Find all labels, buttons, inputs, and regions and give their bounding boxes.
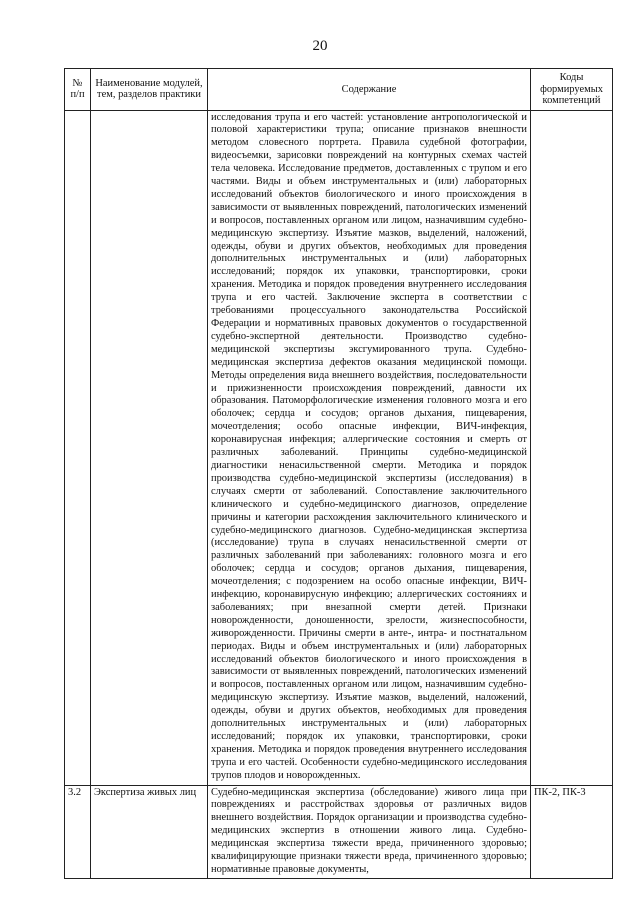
row-module (91, 110, 208, 785)
header-content: Содержание (208, 69, 531, 111)
row-content: исследования трупа и его частей: установление антропологической и половой характеристики трупа; описание признаков внешности методом словесного портрета. Правила судебной фотографии, видеосъемки, зарисовки повреждений на контурных схемах частей тела человека. Исследование предметов, доставленных с трупом и его частями. Виды и объем инструментальных и (или) лабораторных исследований объектов биологического и иного происхождения в зависимости от выявленных повреждений, патологических изменений и вопросов, поставленных органом или лицом, назначившим судебно-медицинскую экспертизу. Изъятие мазков, выделений, наложений, одежды, обуви и других объектов, необходимых для проведения дополнительных инструментальных и (или) лабораторных исследований; порядок их упаковки, транспортировки, сроки хранения. Методика и порядок проведения внутреннего исследования трупа и его частей. Заключение эксперта в соответствии с требованиями процессуального законодательства Российской Федерации и нормативных правовых документов о государственной судебно-экспертной деятельности. Производство судебно-медицинской экспертизы эксгумированного трупа. Судебно-медицинская экспертиза дефектов оказания медицинской помощи. Методы определения вида внешнего воздействия, последовательности и прижизненности происхождения повреждений, давности их образования. Патоморфологические изменения головного мозга и его оболочек; сердца и сосудов; органов дыхания, пищеварения, мочеотделения; особо опасные инфекции, ВИЧ-инфекция, коронавирусная инфекция; аллергические состояния и смерть от различных заболеваний. Принципы судебно-медицинской диагностики ненасильственной смерти. Методика и порядок производства судебно-медицинской экспертизы (исследования) в случаях смерти от заболеваний. Сопоставление заключительного клинического и судебно-медицинского диагнозов, определение причины и категории расхождения заключительного клинического и судебно-медицинского диагнозов. Судебно-медицинская экспертиза (исследование) трупа в случаях ненасильственной смерти от различных заболеваний при заболеваниях: головного мозга и его оболочек; сердца и сосудов; органов дыхания, пищеварения, мочеотделения; с подозрением на особо опасные инфекции, ВИЧ-инфекцию, коронавирусную инфекцию; аллергических состояниях и заболеваниях; при внезапной смерти детей. Признаки новорожденности, доношенности, зрелости, жизнеспособности, живорожденности. Причины смерти в анте-, интра- и постнатальном периодах. Виды и объем инструментальных и (или) лабораторных исследований объектов биологического и иного происхождения в зависимости от выявленных повреждений, патологических изменений и вопросов, поставленных органом или лицом, назначившим судебно-медицинскую экспертизу. Изъятие мазков, выделений, наложений, одежды, обуви и других объектов, необходимых для проведения дополнительных инструментальных и (или) лабораторных исследований; порядок их упаковки, транспортировки, сроки хранения. Методика и порядок проведения внутреннего исследования трупа и его частей. Особенности судебно-медицинского исследования трупов плодов и новорожденных. (208, 110, 531, 785)
curriculum-table (64, 68, 613, 879)
row-competencies: ПК-2, ПК-3 (531, 785, 613, 878)
table-row (65, 110, 613, 785)
page-number: 20 (312, 38, 328, 54)
row-number: 3.2 (65, 785, 91, 878)
header-modules: Наименование модулей, тем, разделов практики (91, 69, 208, 111)
table-header-row (65, 69, 613, 111)
row-module: Экспертиза живых лиц (91, 785, 208, 878)
row-content: Судебно-медицинская экспертиза (обследование) живого лица при повреждениях и расстройствах здоровья от различных видов внешнего воздействия. Порядок организации и производства судебно-медицинских экспертиз в отношении живого лица. Судебно-медицинская экспертиза тяжести вреда, причиненного здоровью; квалифицирующие признаки тяжести вреда, причиненного здоровью; нормативные правовые документы, (208, 785, 531, 878)
header-competencies: Коды формируемых компетенций (531, 69, 613, 111)
row-competencies (531, 110, 613, 785)
header-number: № п/п (65, 69, 91, 111)
table-row (65, 785, 613, 878)
row-number (65, 110, 91, 785)
